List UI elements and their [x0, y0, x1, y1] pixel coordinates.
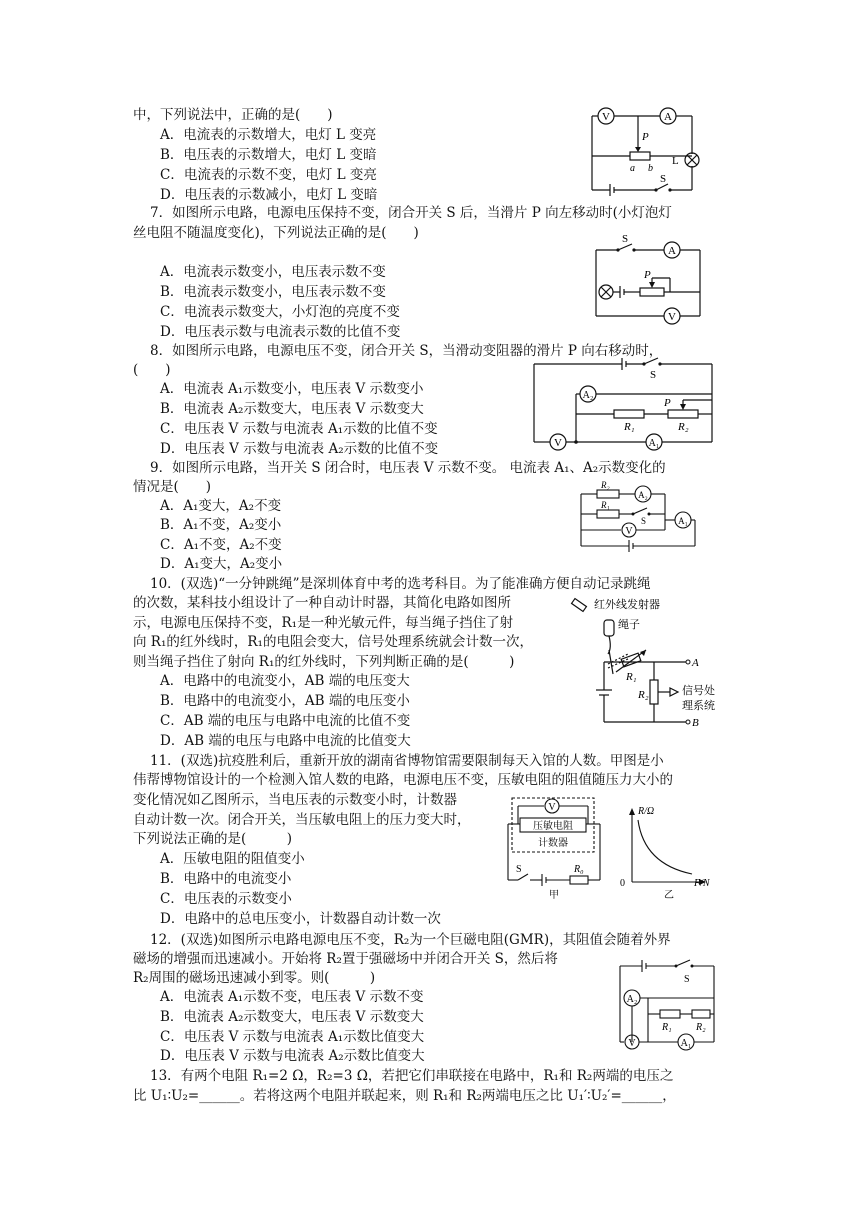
q11-origin-label: 0: [620, 878, 625, 889]
q6-slider-label: P: [642, 131, 649, 143]
q9-ammeter-a2-label: A₂: [638, 490, 648, 500]
q11-y-axis-label: R/Ω: [638, 806, 655, 817]
q7-option-b: B．电流表示数变小，电压表示数不变: [160, 284, 386, 300]
q11-circuit-figure: [504, 794, 722, 902]
q11-switch-label: S: [516, 864, 522, 875]
q7-voltmeter-label: V: [668, 311, 676, 323]
q7-option-d: D．电压表示数与电流表示数的比值不变: [160, 324, 401, 340]
q10-rope-label: 绳子: [618, 619, 640, 631]
q11-option-a: A．压敏电阻的阻值变小: [160, 851, 305, 867]
q10-stem-line-3: 示，电源电压保持不变，R₁是一种光敏元件，每当绳子挡住了射: [133, 615, 514, 631]
q12-option-d: D．电压表 V 示数与电流表 A₂示数比值变大: [160, 1048, 425, 1064]
q12-stem-line-3: R₂周围的磁场迅速减小到零。则( ): [133, 970, 376, 986]
q10-option-c: C．AB 端的电压与电路中电流的比值不变: [160, 713, 411, 729]
q9-r1-label: R₁: [601, 500, 610, 510]
q8-circuit-figure: [528, 356, 718, 456]
q10-stem-line-4: 向 R₁的红外线时，R₁的电阻会变大，信号处理系统就会计数一次，: [133, 634, 533, 650]
q6-ammeter-label: A: [664, 111, 672, 123]
q7-ammeter-label: A: [668, 245, 676, 257]
q11-r0-label: R₀: [574, 864, 584, 875]
q7-circuit-figure: [590, 232, 706, 332]
q6-option-a: A．电流表的示数增大，电灯 L 变亮: [160, 127, 377, 143]
q12-option-c: C．电压表 V 示数与电流表 A₁示数比值变大: [160, 1029, 425, 1045]
q9-option-c: C．A₁不变，A₂不变: [160, 537, 282, 553]
q10-circuit-figure: [568, 596, 728, 736]
q10-stem-line-2: 的次数，某科技小组设计了一种自动计时器，其简化电路如图所: [133, 595, 511, 611]
q8-ammeter-a1-label: A₁: [648, 438, 660, 449]
q12-switch-label: S: [684, 974, 690, 985]
q8-switch-label: S: [650, 369, 657, 381]
q11-counter-label: 计数器: [538, 838, 568, 849]
q6-switch-label: S: [660, 173, 667, 185]
q10-system-label-2: 理系统: [682, 700, 715, 712]
q8-slider-label: P: [664, 397, 671, 409]
q11-voltmeter-label: V: [548, 802, 556, 813]
q9-ammeter-a1-label: A₁: [678, 516, 688, 526]
q8-option-c: C．电压表 V 示数与电流表 A₁示数的比值不变: [160, 421, 438, 437]
q9-circuit-figure: [575, 480, 701, 556]
q10-terminal-a-label: A: [692, 657, 699, 669]
q11-option-b: B．电路中的电流变小: [160, 871, 292, 887]
q11-stem-line-2: 伟帮博物馆设计的一个检测入馆人数的电路，电源电压不变，压敏电阻的阻值随压力大小的: [133, 772, 673, 788]
q13-stem-line-1: 13．有两个电阻 R₁=2 Ω，R₂=3 Ω，若把它们串联接在电路中，R₁和 R₂两端的电压之: [150, 1068, 674, 1084]
q11-figure-jia-label: 甲: [549, 890, 559, 901]
q7-option-c: C．电流表示数变大，小灯泡的亮度不变: [160, 304, 400, 320]
q6-stem: 中，下列说法中，正确的是( ): [133, 107, 333, 123]
q8-option-b: B．电流表 A₂示数变大，电压表 V 示数变大: [160, 401, 424, 417]
q11-stem-line-4: 自动计数一次。闭合开关，当压敏电阻上的压力变大时，: [133, 812, 471, 828]
q6-option-c: C．电流表的示数不变，电灯 L 变亮: [160, 167, 377, 183]
q9-r2-label: R₂: [601, 480, 610, 490]
q10-r1-label: R₁: [626, 671, 637, 683]
q10-option-d: D．AB 端的电压与电路中电流的比值变大: [160, 733, 411, 749]
q12-circuit-figure: [612, 958, 722, 1056]
q11-stem-line-5: 下列说法正确的是( ): [133, 831, 293, 847]
q9-voltmeter-label: V: [625, 526, 633, 537]
q7-stem-line-2: 丝电阻不随温度变化)，下列说法正确的是( ): [133, 225, 419, 241]
q8-option-d: D．电压表 V 示数与电流表 A₂示数的比值不变: [160, 441, 439, 457]
q11-stem-line-1: 11．(双选)抗疫胜利后，重新开放的湖南省博物馆需要限制每天入馆的人数。甲图是小: [150, 753, 664, 769]
q9-stem-line-1: 9．如图所示电路，当开关 S 闭合时，电压表 V 示数不变。 电流表 A₁、A₂示数变化的: [150, 460, 666, 476]
q10-system-label-1: 信号处: [682, 685, 715, 697]
q8-r1-label: R₁: [624, 421, 635, 433]
q8-ammeter-a2-label: A₂: [582, 390, 594, 401]
q9-option-a: A．A₁变大，A₂不变: [160, 498, 282, 514]
q9-switch-label: S: [641, 516, 647, 526]
q12-ammeter-a1-label: A₁: [680, 1038, 692, 1049]
q7-option-a: A．电流表示数变小，电压表示数不变: [160, 264, 386, 280]
q10-option-a: A．电路中的电流变小，AB 端的电压变大: [160, 673, 410, 689]
q11-option-c: C．电压表的示数变小: [160, 891, 292, 907]
q8-voltmeter-label: V: [554, 437, 562, 449]
q7-switch-label: S: [622, 233, 629, 245]
q12-r1-label: R₁: [662, 1022, 672, 1033]
q6-end-a-label: a: [630, 163, 635, 174]
q9-option-b: B．A₁不变，A₂变小: [160, 517, 282, 533]
q12-option-b: B．电流表 A₂示数变大，电压表 V 示数变大: [160, 1009, 424, 1025]
q6-circuit-figure: [588, 104, 704, 198]
q11-x-axis-label: F/N: [694, 878, 710, 889]
q11-option-d: D．电路中的总电压变小，计数器自动计数一次: [160, 911, 441, 927]
q6-option-d: D．电压表的示数减小，电灯 L 变暗: [160, 187, 378, 203]
q12-voltmeter-label: V: [628, 1038, 636, 1049]
q9-stem-line-2: 情况是( ): [133, 479, 212, 495]
q11-stem-line-3: 变化情况如乙图所示，当电压表的示数变小时，计数器: [133, 792, 457, 808]
q10-stem-line-5: 则当绳子挡住了射向 R₁的红外线时，下列判断正确的是( ): [133, 654, 515, 670]
q7-stem-line-1: 7．如图所示电路，电源电压保持不变，闭合开关 S 后，当滑片 P 向左移动时(小灯泡灯: [150, 205, 672, 221]
q12-stem-line-2: 磁场的增强而迅速减小。开始将 R₂置于强磁场中并闭合开关 S，然后将: [133, 951, 558, 967]
q12-option-a: A．电流表 A₁示数不变，电压表 V 示数不变: [160, 989, 424, 1005]
q12-stem-line-1: 12．(双选)如图所示电路电源电压不变，R₂为一个巨磁电阻(GMR)，其阻值会随着外界: [150, 932, 671, 948]
q11-figure-yi-label: 乙: [664, 890, 674, 901]
q8-r2-label: R₂: [678, 421, 689, 433]
q12-ammeter-a2-label: A₂: [626, 994, 638, 1005]
q10-terminal-b-label: B: [692, 717, 699, 729]
q10-r2-label: R₂: [638, 689, 649, 701]
q8-stem-line-2: ( ): [133, 362, 171, 378]
q8-option-a: A．电流表 A₁示数变小，电压表 V 示数变小: [160, 381, 424, 397]
q10-option-b: B．电路中的电流变小，AB 端的电压变小: [160, 693, 410, 709]
q12-r2-label: R₂: [696, 1022, 706, 1033]
q6-end-b-label: b: [648, 163, 653, 174]
q11-resistor-label: 压敏电阻: [533, 821, 573, 832]
q10-stem-line-1: 10．(双选)“一分钟跳绳”是深圳体育中考的选考科目。为了能准确方便自动记录跳绳: [150, 576, 651, 592]
q6-option-b: B．电压表的示数增大，电灯 L 变暗: [160, 147, 377, 163]
q6-voltmeter-label: V: [602, 111, 610, 123]
q10-emitter-label: 红外线发射器: [594, 599, 660, 611]
q6-lamp-label: L: [672, 155, 679, 167]
q7-slider-label: P: [644, 269, 651, 281]
q9-option-d: D．A₁变大，A₂变小: [160, 556, 283, 572]
q13-stem-line-2: 比 U₁∶U₂=______。若将这两个电阻并联起来，则 R₁和 R₂两端电压之比 U₁′∶U₂′=______，: [133, 1088, 676, 1104]
q8-stem-line-1: 8．如图所示电路，电源电压不变，闭合开关 S，当滑动变阻器的滑片 P 向右移动时，: [150, 343, 663, 359]
